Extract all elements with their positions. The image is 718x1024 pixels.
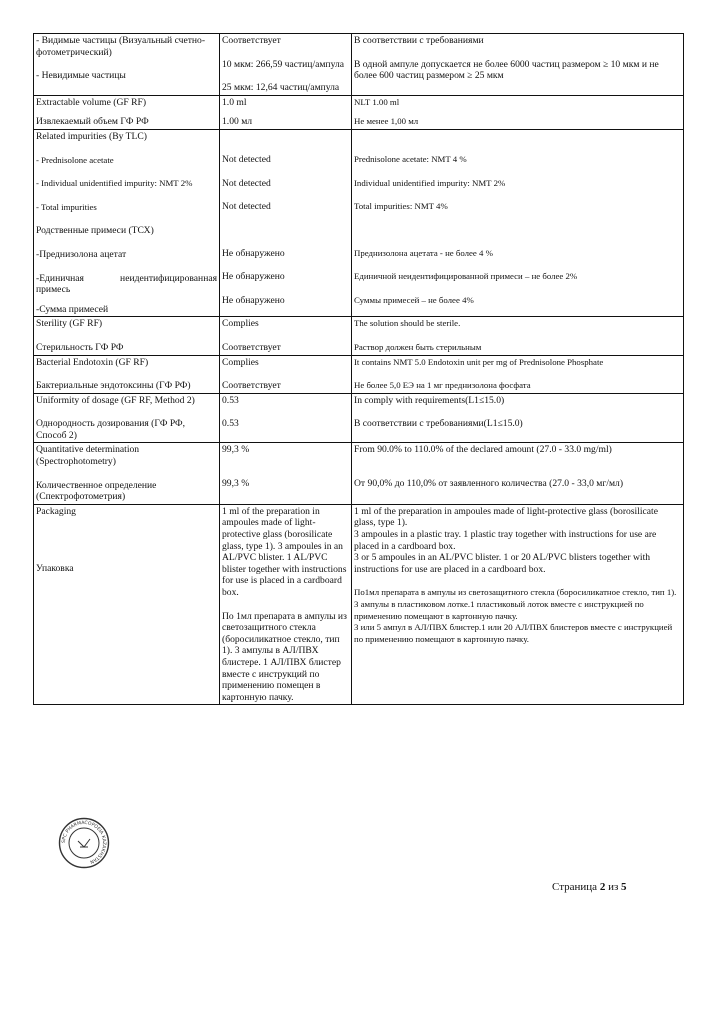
result-value: 99,3 % (222, 478, 250, 490)
specification-table (33, 33, 684, 705)
page-label: Страница (552, 881, 598, 893)
test-name: - Prednisolone acetate (36, 154, 114, 165)
table-row (34, 355, 684, 393)
test-name: Количественное определение (Спектрофотометрия) (36, 479, 157, 503)
result-value: 10 мкм: 266,59 частиц/ампула (222, 58, 344, 70)
page-total: 5 (621, 881, 627, 893)
requirement-text: Prednisolone acetate: NMT 4 % (354, 153, 467, 164)
requirement-text: Преднизолона ацетата - не более 4 % (354, 247, 493, 258)
test-name-cell (34, 34, 220, 96)
page-number (552, 881, 627, 893)
table-row (34, 443, 684, 504)
test-name: Стерильность ГФ РФ (36, 341, 124, 353)
test-name: Однородность дозирования (ГФ РФ, Способ 2) (36, 418, 186, 441)
test-name: -Преднизолона ацетат (36, 248, 127, 260)
stamp-emblem (78, 839, 90, 847)
result-value: Соответствует (222, 341, 281, 353)
test-name: -Сумма примесей (36, 303, 109, 315)
requirement-text: NLT 1.00 ml (354, 96, 400, 107)
requirement-text: От 90,0% до 110,0% от заявленного количества (27.0 - 33,0 мг/мл) (354, 478, 624, 490)
table-row (34, 129, 684, 316)
result-value: Not detected (222, 201, 271, 213)
result-value: Не обнаружено (222, 294, 285, 306)
result-value: Соответствует (222, 35, 281, 46)
result-value: Не обнаружено (222, 247, 285, 259)
test-name: Sterility (GF RF) (36, 318, 103, 330)
table-row (34, 504, 684, 705)
test-name: Извлекаемый объем ГФ РФ (36, 116, 149, 128)
test-name: - Total impurities (36, 201, 97, 212)
requirement-text: The solution should be sterile. (354, 318, 461, 329)
requirement-text: В соответствии с требованиями (354, 35, 484, 46)
section-heading: Related impurities (By TLC) (36, 130, 147, 142)
requirement-text: 3 ампулы в пластиковом лотке.1 пластиковый лоток вместе с инструкцией по применению помещают в картонную пачку. (354, 599, 644, 621)
requirement-text: Не более 5,0 ЕЭ на 1 мг преднизолона фосфата (354, 380, 531, 391)
stamp-text: SPC PHARMACOPOEIA KAZAKHSTAN (61, 820, 107, 864)
requirement-text: В соответствии с требованиями(L1≤15.0) (354, 418, 523, 430)
result-value: 0.53 (222, 418, 239, 430)
requirement-text: Не менее 1,00 мл (354, 116, 419, 127)
requirement-text: It contains NMT 5.0 Endotoxin unit per mg of Prednisolone Phosphate (354, 356, 604, 367)
result-value: Не обнаружено (222, 271, 285, 283)
test-name: Бактериальные эндотоксины (ГФ РФ) (36, 380, 191, 392)
stamp-inner-ring (69, 828, 99, 858)
table-row (34, 95, 684, 129)
requirement-text: 3 ampoules in a plastic tray. 1 plastic tray together with instructions for use are placed in a cardboard box. (354, 529, 657, 552)
test-name: -Единичная неидентифицированная примесь (36, 272, 217, 296)
section-heading: Родственные примеси (ТСХ) (36, 225, 154, 237)
requirement-text: 1 ml of the preparation in ampoules made of light-protective glass (borosilicate glass, type 1). (354, 505, 658, 529)
requirement-cell (352, 34, 684, 96)
requirement-text: 3 или 5 ампул в АЛ/ПВХ блистер.1 или 20 АЛ/ПВХ блистеров вместе с инструкцией по применению помещают в картонную пачку. (354, 622, 673, 644)
table-row (34, 34, 684, 96)
result-cell (220, 34, 352, 96)
result-value: 0.53 (222, 394, 239, 406)
requirement-text: Суммы примесей – не более 4% (354, 294, 474, 305)
test-name: - Individual unidentified impurity: NMT 2% (36, 178, 193, 189)
test-name: Quantitative determination (Spectrophotometry) (36, 444, 140, 468)
test-name: - Невидимые частицы (36, 70, 126, 82)
test-name: Bacterial Endotoxin (GF RF) (36, 356, 149, 368)
result-value: 1 ml of the preparation in ampoules made of light-protective glass (borosilicate glass, type 1). 3 ampoules in an AL/PVC blister. 1 AL/PVC blister together with instructions for use is placed in a cardboard box. (222, 505, 347, 598)
test-name: Packaging (36, 505, 76, 517)
requirement-text: По1мл препарата в ампулы из светозащитного стекла (боросиликатное стекло, тип 1). (354, 587, 677, 598)
test-name: Упаковка (36, 563, 74, 575)
requirement-text: Единичной неидентифицированной примеси – не более 2% (354, 271, 578, 282)
table-row (34, 317, 684, 355)
test-name: - Видимые частицы (Визуальный счетно-фотометрический) (36, 35, 206, 58)
requirement-text: Individual unidentified impurity: NMT 2% (354, 177, 506, 188)
official-stamp (58, 817, 110, 869)
result-value: 1.00 мл (222, 116, 253, 128)
table-row (34, 393, 684, 443)
result-value: Complies (222, 356, 259, 368)
page-separator: из (608, 881, 619, 893)
requirement-text: In comply with requirements(L1≤15.0) (354, 394, 505, 406)
test-name: Uniformity of dosage (GF RF, Method 2) (36, 394, 195, 406)
result-value: Not detected (222, 177, 271, 189)
requirement-text: From 90.0% to 110.0% of the declared amount (27.0 - 33.0 mg/ml) (354, 444, 612, 456)
result-value: 99,3 % (222, 444, 250, 456)
requirement-text: Total impurities: NMT 4% (354, 201, 448, 212)
result-value: 25 мкм: 12,64 частиц/ампула (222, 82, 340, 94)
requirement-text: Раствор должен быть стерильным (354, 341, 482, 352)
page-current: 2 (599, 881, 606, 893)
requirement-text: 3 or 5 ampoules in an AL/PVC blister. 1 or 20 AL/PVC blisters together with instructions for use are placed in a cardboard box. (354, 552, 651, 575)
result-value: Not detected (222, 153, 271, 165)
test-name: Extractable volume (GF RF) (36, 96, 147, 108)
requirement-text: В одной ампуле допускается не более 6000 частиц размером ≥ 10 мкм и не более 600 частиц размером ≥ 25 мкм (354, 58, 659, 82)
result-value: Complies (222, 318, 259, 330)
result-value: Соответствует (222, 380, 281, 392)
result-value: 1.0 ml (222, 96, 247, 108)
result-value: По 1мл препарата в ампулы из светозащитного стекла (боросиликатное стекло, тип 1). 3 ампулы в АЛ/ПВХ блистере. 1 АЛ/ПВХ блистер вместе с инструкций по применению помещен в картонную пачку. (222, 610, 347, 703)
